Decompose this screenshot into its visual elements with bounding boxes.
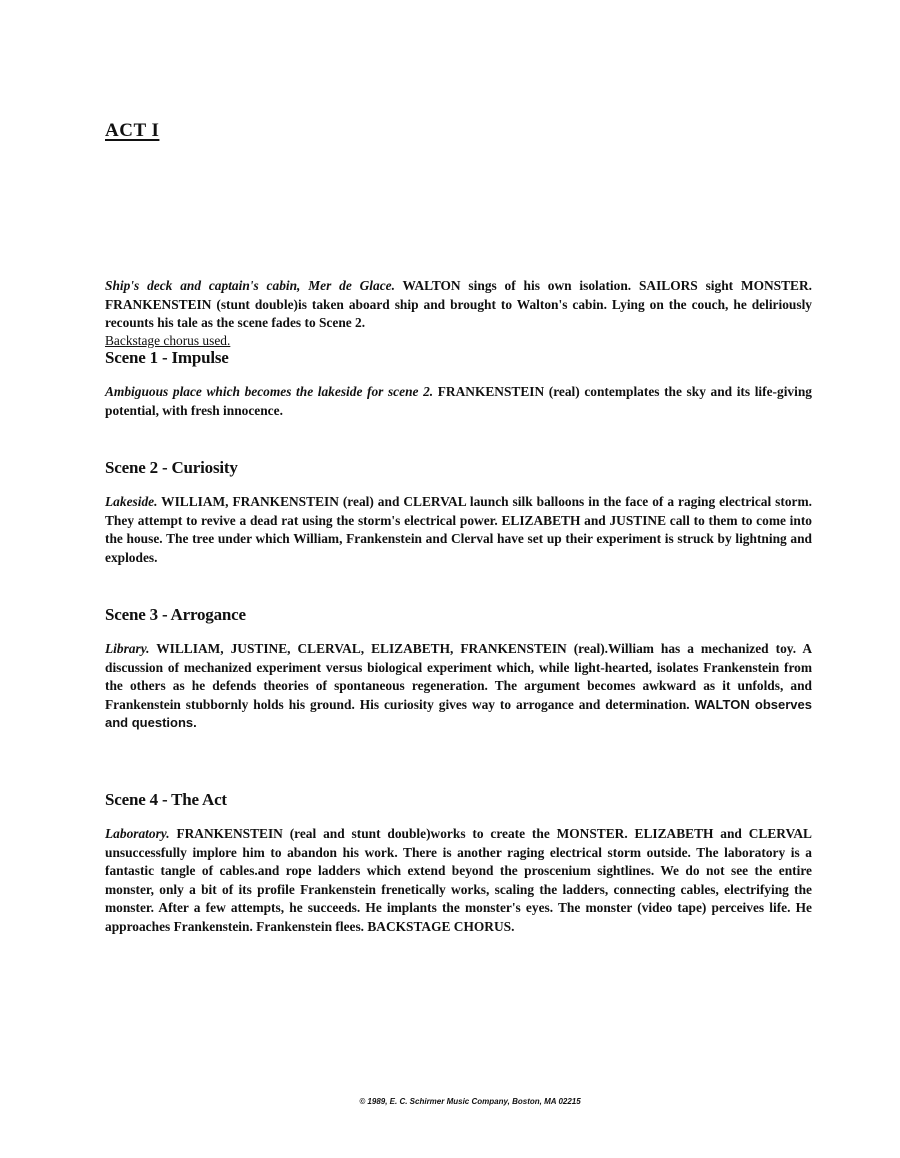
scene-1 — [105, 348, 812, 420]
scene-setting: Lakeside. — [105, 494, 158, 509]
copyright-footer: © 1989, E. C. Schirmer Music Company, Boston, MA 02215 — [359, 1097, 581, 1106]
prologue-note: Backstage chorus used. — [105, 332, 231, 348]
scene-tail: WALTON observes and questions. — [105, 696, 812, 731]
scene-description — [105, 640, 812, 733]
scene-text: WILLIAM, FRANKENSTEIN (real) and CLERVAL launch silk balloons in the face of a raging electrical storm. They attempt to revive a dead rat using the storm's electrical power. ELIZABETH and JUSTINE call to them to come into the house. The tree under which William, Frankenstein and Clerval have set up their experiment is struck by lightning and explodes. — [105, 494, 812, 565]
scene-heading: Scene 3 - Arrogance — [105, 605, 246, 624]
scene-setting: Library. — [105, 641, 150, 656]
act-title: ACT I — [105, 120, 160, 141]
scene-heading: Scene 2 - Curiosity — [105, 458, 238, 477]
scene-setting: Ambiguous place which becomes the lakeside for scene 2. — [105, 384, 434, 399]
scene-text: FRANKENSTEIN (real) contemplates the sky and its life-giving potential, with fresh innocence. — [105, 384, 812, 418]
scene-2 — [105, 458, 812, 567]
scene-description — [105, 493, 812, 567]
prologue-text: WALTON sings of his own isolation. SAILORS sight MONSTER. FRANKENSTEIN (stunt double)is taken aboard ship and brought to Walton's cabin. Lying on the couch, he deliriously recounts his tale as the scene fades to Scene 2. — [105, 278, 813, 331]
prologue-setting: Ship's deck and captain's cabin, Mer de Glace. — [105, 278, 395, 293]
scene-description — [105, 825, 812, 937]
scene-text: WILLIAM, JUSTINE, CLERVAL, ELIZABETH, FRANKENSTEIN (real).William has a mechanized toy. A discussion of mechanized experiment versus biological experiment which, while light-hearted, isolates Frankenstein from the others as he defends theories of spontaneous regeneration. The argument becomes awkward as it unfolds, and Frankenstein stubbornly holds his ground. His curiosity gives way to arrogance and determination. — [105, 641, 812, 712]
scene-heading: Scene 4 - The Act — [105, 790, 227, 809]
scene-heading: Scene 1 - Impulse — [105, 348, 229, 367]
prologue-description — [105, 277, 812, 333]
prologue — [105, 277, 812, 349]
scene-4 — [105, 790, 812, 937]
scene-3 — [105, 605, 812, 733]
scene-text: FRANKENSTEIN (real and stunt double)works to create the MONSTER. ELIZABETH and CLERVAL unsuccessfully implore him to abandon his work. There is another raging electrical storm outside. The laboratory is a fantastic tangle of cables.and rope ladders which extend beyond the proscenium sightlines. We do not see the entire monster, only a bit of its profile Frankenstein frenetically works, scaling the ladders, connecting cables, electrifying the monster. After a few attempts, he succeeds. He implants the monster's eyes. The monster (video tape) perceives life. He approaches Frankenstein. Frankenstein flees. BACKSTAGE CHORUS. — [105, 826, 812, 934]
scene-description — [105, 383, 812, 420]
scene-setting: Laboratory. — [105, 826, 170, 841]
